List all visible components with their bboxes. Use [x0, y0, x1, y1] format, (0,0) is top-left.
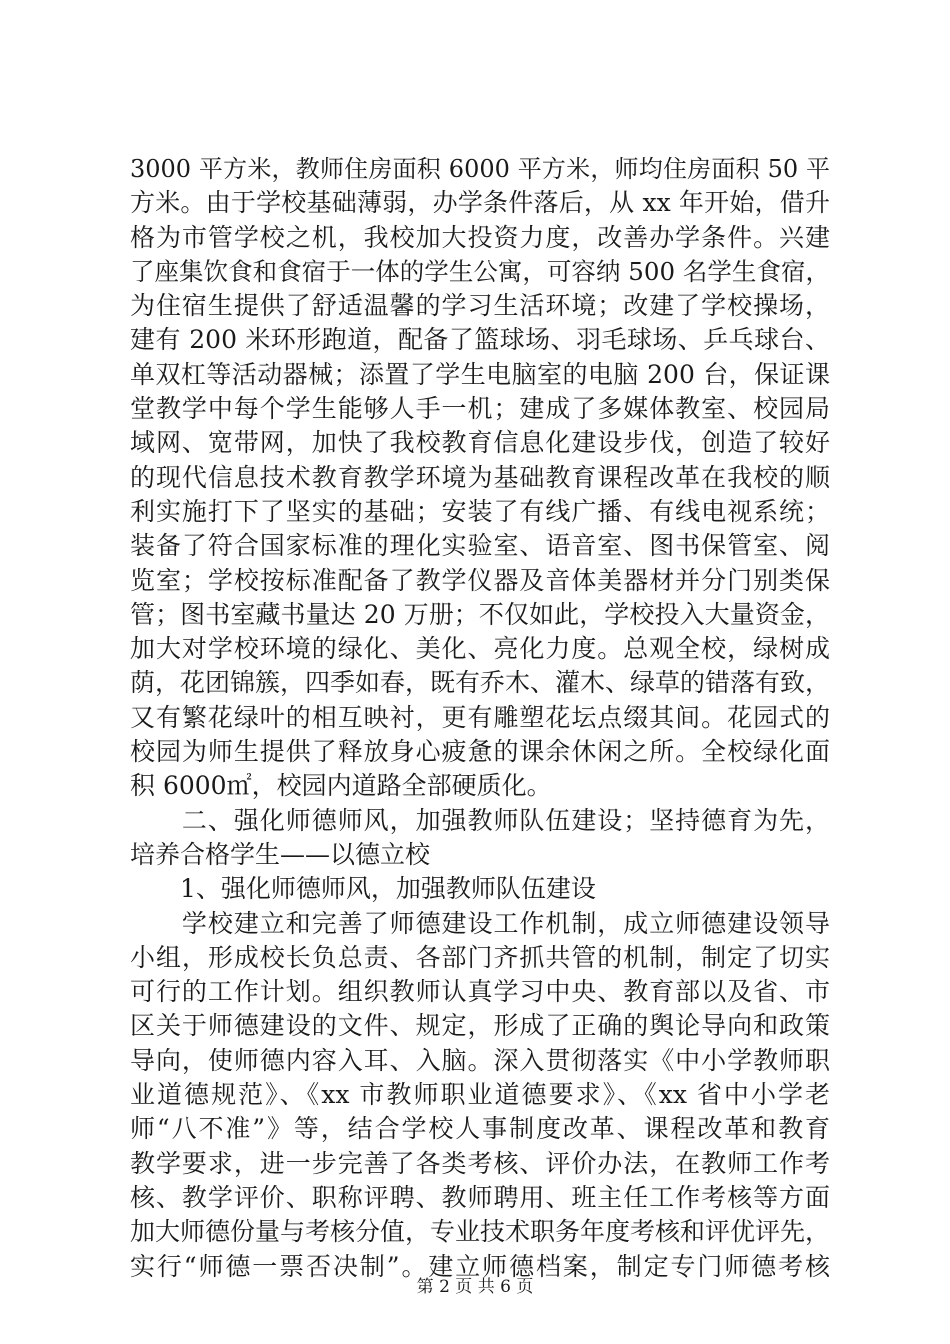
text-line: 荫，花团锦簇，四季如春，既有乔木、灌木、绿草的错落有致，: [130, 668, 831, 698]
text-line: 览室；学校按标准配备了教学仪器及音体美器材并分门别类保: [130, 565, 830, 595]
text-line: 方米。由于学校基础薄弱，办学条件落后，从 xx 年开始，借升: [130, 188, 830, 218]
text-line: 教学要求，进一步完善了各类考核、评价办法，在教师工作考: [130, 1148, 830, 1178]
text-line: 学校建立和完善了师德建设工作机制，成立师德建设领导: [130, 908, 830, 938]
text-line: 师“八不准”》等，结合学校人事制度改革、课程改革和教育: [130, 1114, 830, 1144]
body-text: [130, 152, 830, 1284]
text-line: 区关于师德建设的文件、规定，形成了正确的舆论导向和政策: [130, 1011, 830, 1041]
text-line: 业道德规范》、《xx 市教师职业道德要求》、《xx 省中小学老: [130, 1080, 830, 1110]
text-line: 3000 平方米，教师住房面积 6000 平方米，师均住房面积 50 平: [130, 155, 830, 183]
text-line: 小组，形成校长负总责、各部门齐抓共管的机制，制定了切实: [130, 942, 830, 972]
text-line: 加大师德份量与考核分值，专业技术职务年度考核和评优评先，: [130, 1217, 831, 1247]
text-line: 核、教学评价、职称评聘、教师聘用、班主任工作考核等方面: [130, 1182, 830, 1212]
text-line: 了座集饮食和食宿于一体的学生公寓，可容纳 500 名学生食宿，: [130, 256, 830, 286]
text-line: 校园为师生提供了释放身心疲惫的课余休闲之所。全校绿化面: [130, 737, 830, 767]
text-line: 可行的工作计划。组织教师认真学习中央、教育部以及省、市: [130, 977, 830, 1007]
text-line: 建有 200 米环形跑道，配备了篮球场、羽毛球场、乒乓球台、: [130, 325, 830, 355]
text-line: 培养合格学生——以德立校: [130, 839, 431, 869]
text-line: 1、强化师德师风，加强教师队伍建设: [130, 874, 596, 904]
text-line: 二、强化师德师风，加强教师队伍建设；坚持德育为先，: [130, 805, 830, 835]
text-line: 加大对学校环境的绿化、美化、亮化力度。总观全校，绿树成: [130, 634, 830, 664]
text-line: 管；图书室藏书量达 20 万册；不仅如此，学校投入大量资金，: [130, 599, 830, 629]
text-line: 格为市管学校之机，我校加大投资力度，改善办学条件。兴建: [130, 222, 830, 252]
text-line: 又有繁花绿叶的相互映衬，更有雕塑花坛点缀其间。花园式的: [130, 702, 830, 732]
text-line: 装备了符合国家标准的理化实验室、语音室、图书保管室、阅: [130, 531, 830, 561]
text-line: 单双杠等活动器械；添置了学生电脑室的电脑 200 台，保证课: [130, 359, 830, 389]
text-line: 为住宿生提供了舒适温馨的学习生活环境；改建了学校操场，: [130, 291, 830, 321]
text-line: 利实施打下了坚实的基础；安装了有线广播、有线电视系统；: [130, 496, 830, 526]
text-line: 堂教学中每个学生能够人手一机；建成了多媒体教室、校园局: [130, 394, 830, 424]
text-line: 的现代信息技术教育教学环境为基础教育课程改革在我校的顺: [130, 462, 830, 492]
page-footer: 第 2 页 共 6 页: [416, 1277, 534, 1297]
text-line: 积 6000㎡，校园内道路全部硬质化。: [130, 771, 552, 801]
text-line: 导向，使师德内容入耳、入脑。深入贯彻落实《中小学教师职: [130, 1045, 830, 1075]
text-line: 域网、宽带网，加快了我校教育信息化建设步伐，创造了较好: [130, 428, 830, 458]
text-line: 实行“师德一票否决制”。建立师德档案，制定专门师德考核: [130, 1251, 830, 1281]
